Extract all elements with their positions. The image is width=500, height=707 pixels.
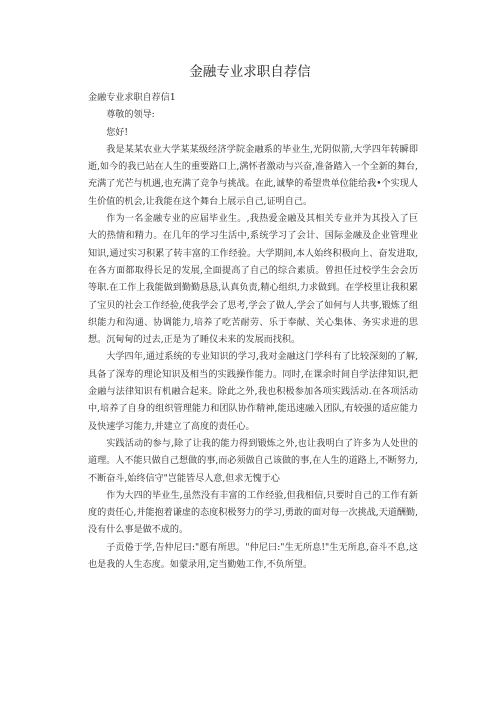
body-paragraph: 作为一名金融专业的应届毕业生。,我热爱金融及其相关专业并为其投入了巨大的热情和精力。在几年的学习生活中,系统学习了会计、国际金融及企业管理业知识,通过实习积累了转丰富的工作经验。大学期间,本人始终积极向上、奋发进取,在各方面都取得长足的发展,全面提高了自己的综合素质。曾担任过校学生会会历等职.在工作上我能做到勤勤恳恳,认真负责,精心组织,力求做到。在学校里让我积累了宝贝的社会工作经验,使我学会了思考,学会了做人,学会了如何与人共事,锻炼了组织能力和沟通、协调能力,培养了吃苦耐劳、乐于奉献、关心集体、务实求进的思想。沉甸甸的过去,正是为了睡仪未来的发展而找积。: [88, 214, 418, 346]
greeting: 您好!: [106, 127, 129, 138]
document-title: 金融专业求职自荐信: [189, 64, 311, 80]
document-subtitle: 金融专业求职自荐信1: [88, 93, 176, 103]
body-paragraph: 我是某某农业大学某某级经济学院金融系的毕业生,光阴似箭,大学四年转瞬即逝,如今的我已站在人生的重要路口上,满怀者激动与兴奋,准备踏入一个全新的舞台,充满了光芒与机遇,也充满了竞争与挑战。在此,诚挚的希望贵单位能给我•个实现人生价值的机会,让我能在这个舞台上展示自己,证明自己。: [88, 144, 418, 207]
body-paragraph: 作为大四的毕业生,虽然没有丰富的工作经验,但我相信,只要时自己的工作有新度的责任心,并能抱着谦虚的态度积极努力的学习,勇敢的面对每一次挑战,天道酬勤,没有什么事是做不成的。: [88, 490, 418, 536]
salutation: 尊敬的领导:: [106, 110, 155, 121]
body-paragraph: 实践活动的参与,除了让我的能力得到锻炼之外,也让我明白了许多为人处世的道理。人不能只做自己想做的事,而必须做自己该做的事,在人生的道路上,不断努力,不断奋斗,始终信守"岂能皆尽人意,但求无愧于心: [88, 438, 418, 484]
body-paragraph: 大学四年,通过系统的专业知识的学习,我对金融这门学科有了比较深刻的了解,具备了深寿的理论知识及相当的实践操作能力。同时,在课余时间自学法律知识,把金融与法律知识有机融合起来。除此之外,我也积极参加各项实践活动.在各项活动中,培养了自身的组织管理能力和团队协作精神,能迅速融入团队,有较强的适应能力及快速学习能力,并建立了高度的责任心。: [88, 352, 418, 432]
body-paragraph: 子贡倦于学,告仲尼曰:"愿有所思。"仲尼曰:"生无所息!"生无所息,奋斗不息,这也是我的人生态度。如蒙录用,定当勤勉工作,不负所望。: [88, 542, 418, 571]
document-body: [88, 90, 418, 574]
